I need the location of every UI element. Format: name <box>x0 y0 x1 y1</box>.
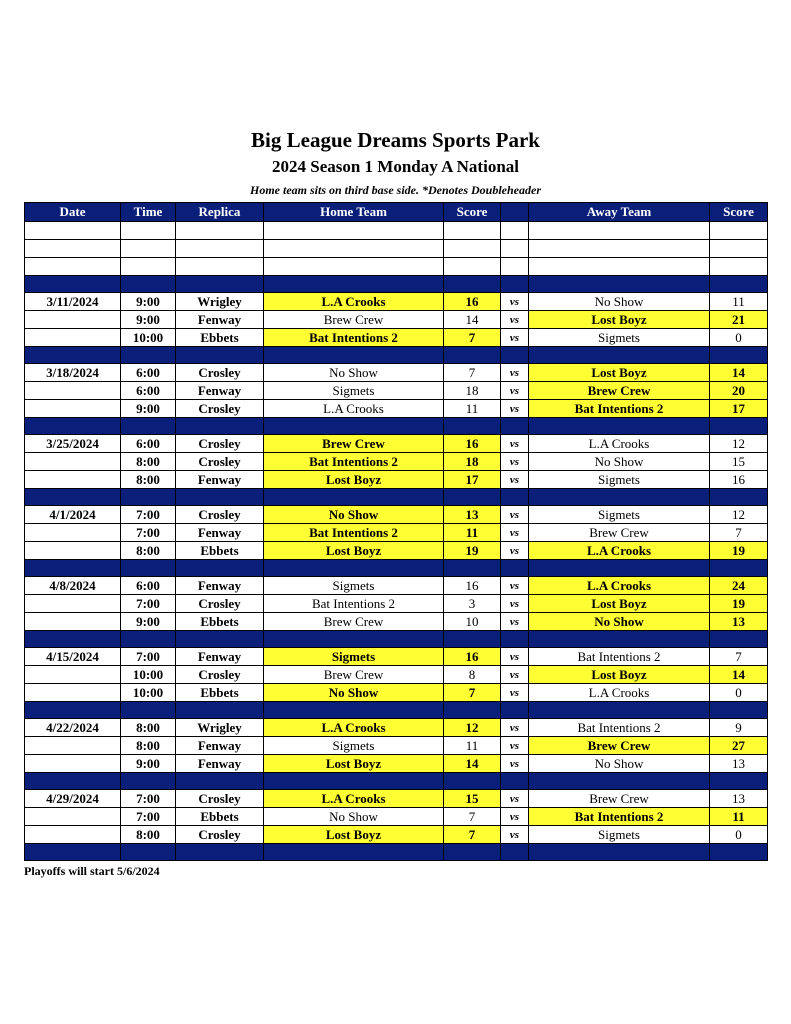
week-separator <box>25 347 768 364</box>
away-team: Bat Intentions 2 <box>529 808 710 826</box>
header-away-team: Away Team <box>529 203 710 222</box>
game-row <box>25 471 768 489</box>
table-header <box>25 203 768 222</box>
game-date-empty <box>25 826 121 844</box>
away-score: 20 <box>710 382 768 400</box>
away-score: 16 <box>710 471 768 489</box>
game-time: 7:00 <box>121 790 176 808</box>
home-team: Sigmets <box>264 737 444 755</box>
game-date-empty <box>25 311 121 329</box>
vs-label: vs <box>501 293 529 311</box>
game-time: 6:00 <box>121 435 176 453</box>
game-date-empty <box>25 542 121 560</box>
away-team: Bat Intentions 2 <box>529 400 710 418</box>
game-replica: Crosley <box>176 595 264 613</box>
game-date-empty <box>25 684 121 702</box>
game-replica: Crosley <box>176 666 264 684</box>
game-row <box>25 684 768 702</box>
vs-label: vs <box>501 648 529 666</box>
week-separator <box>25 489 768 506</box>
away-score: 17 <box>710 400 768 418</box>
game-date-empty <box>25 524 121 542</box>
week-separator <box>25 276 768 293</box>
game-time: 7:00 <box>121 524 176 542</box>
game-date-empty <box>25 595 121 613</box>
home-team: Brew Crew <box>264 311 444 329</box>
vs-label: vs <box>501 311 529 329</box>
game-row <box>25 755 768 773</box>
away-score: 11 <box>710 808 768 826</box>
home-score: 10 <box>444 613 501 631</box>
away-team: L.A Crooks <box>529 435 710 453</box>
home-score: 16 <box>444 577 501 595</box>
away-team: No Show <box>529 755 710 773</box>
game-date: 3/11/2024 <box>25 293 121 311</box>
header-date: Date <box>25 203 121 222</box>
playoffs-note: Playoffs will start 5/6/2024 <box>24 864 160 878</box>
game-row <box>25 826 768 844</box>
header-vs <box>501 203 529 222</box>
vs-label: vs <box>501 435 529 453</box>
vs-label: vs <box>501 719 529 737</box>
game-replica: Ebbets <box>176 808 264 826</box>
home-score: 16 <box>444 293 501 311</box>
home-score: 16 <box>444 435 501 453</box>
vs-label: vs <box>501 542 529 560</box>
vs-label: vs <box>501 400 529 418</box>
game-row <box>25 577 768 595</box>
home-score: 18 <box>444 382 501 400</box>
game-replica: Fenway <box>176 755 264 773</box>
game-time: 9:00 <box>121 755 176 773</box>
game-time: 8:00 <box>121 453 176 471</box>
away-score: 13 <box>710 790 768 808</box>
game-date-empty <box>25 382 121 400</box>
game-time: 10:00 <box>121 329 176 347</box>
vs-label: vs <box>501 666 529 684</box>
game-replica: Ebbets <box>176 613 264 631</box>
home-score: 18 <box>444 453 501 471</box>
game-time: 7:00 <box>121 595 176 613</box>
game-time: 9:00 <box>121 400 176 418</box>
vs-label: vs <box>501 790 529 808</box>
game-time: 7:00 <box>121 506 176 524</box>
away-team: L.A Crooks <box>529 684 710 702</box>
away-score: 14 <box>710 364 768 382</box>
game-row <box>25 666 768 684</box>
game-time: 8:00 <box>121 542 176 560</box>
game-date-empty <box>25 666 121 684</box>
game-date-empty <box>25 453 121 471</box>
home-team: L.A Crooks <box>264 400 444 418</box>
game-replica: Ebbets <box>176 542 264 560</box>
schedule-note: Home team sits on third base side. *Denotes Doubleheader <box>250 183 541 197</box>
header-replica: Replica <box>176 203 264 222</box>
game-replica: Fenway <box>176 471 264 489</box>
home-score: 7 <box>444 364 501 382</box>
game-row <box>25 719 768 737</box>
game-replica: Crosley <box>176 506 264 524</box>
home-score: 15 <box>444 790 501 808</box>
game-replica: Fenway <box>176 737 264 755</box>
home-team: L.A Crooks <box>264 293 444 311</box>
home-score: 11 <box>444 737 501 755</box>
home-score: 12 <box>444 719 501 737</box>
game-replica: Wrigley <box>176 719 264 737</box>
game-row <box>25 435 768 453</box>
game-replica: Fenway <box>176 382 264 400</box>
vs-label: vs <box>501 684 529 702</box>
game-time: 10:00 <box>121 666 176 684</box>
empty-row <box>25 240 768 258</box>
empty-row <box>25 258 768 276</box>
vs-label: vs <box>501 613 529 631</box>
away-team: Lost Boyz <box>529 364 710 382</box>
home-team: L.A Crooks <box>264 719 444 737</box>
game-date-empty <box>25 755 121 773</box>
away-team: Brew Crew <box>529 524 710 542</box>
away-score: 11 <box>710 293 768 311</box>
vs-label: vs <box>501 755 529 773</box>
game-replica: Crosley <box>176 826 264 844</box>
away-score: 24 <box>710 577 768 595</box>
home-team: L.A Crooks <box>264 790 444 808</box>
away-score: 12 <box>710 435 768 453</box>
header-away-score: Score <box>710 203 768 222</box>
away-team: No Show <box>529 293 710 311</box>
game-date: 4/1/2024 <box>25 506 121 524</box>
away-team: Sigmets <box>529 329 710 347</box>
game-time: 8:00 <box>121 471 176 489</box>
game-time: 8:00 <box>121 826 176 844</box>
home-team: Sigmets <box>264 648 444 666</box>
game-date-empty <box>25 808 121 826</box>
game-replica: Crosley <box>176 364 264 382</box>
game-row <box>25 595 768 613</box>
away-score: 19 <box>710 595 768 613</box>
game-row <box>25 790 768 808</box>
away-score: 12 <box>710 506 768 524</box>
week-separator <box>25 631 768 648</box>
game-replica: Crosley <box>176 435 264 453</box>
vs-label: vs <box>501 506 529 524</box>
home-team: Sigmets <box>264 577 444 595</box>
vs-label: vs <box>501 471 529 489</box>
game-replica: Ebbets <box>176 329 264 347</box>
home-team: Lost Boyz <box>264 471 444 489</box>
schedule-table <box>24 202 768 861</box>
game-time: 7:00 <box>121 808 176 826</box>
away-team: No Show <box>529 613 710 631</box>
game-row <box>25 382 768 400</box>
away-team: Bat Intentions 2 <box>529 719 710 737</box>
home-score: 3 <box>444 595 501 613</box>
home-score: 14 <box>444 755 501 773</box>
game-replica: Fenway <box>176 524 264 542</box>
home-team: Lost Boyz <box>264 755 444 773</box>
header-home-score: Score <box>444 203 501 222</box>
away-team: Lost Boyz <box>529 595 710 613</box>
week-separator <box>25 702 768 719</box>
game-row <box>25 808 768 826</box>
header-home-team: Home Team <box>264 203 444 222</box>
game-date-empty <box>25 613 121 631</box>
home-score: 7 <box>444 329 501 347</box>
game-row <box>25 311 768 329</box>
away-score: 7 <box>710 648 768 666</box>
home-team: Brew Crew <box>264 435 444 453</box>
week-separator <box>25 418 768 435</box>
game-row <box>25 542 768 560</box>
game-replica: Fenway <box>176 577 264 595</box>
empty-row <box>25 222 768 240</box>
game-time: 8:00 <box>121 737 176 755</box>
away-score: 0 <box>710 329 768 347</box>
away-score: 0 <box>710 826 768 844</box>
home-score: 11 <box>444 400 501 418</box>
game-replica: Crosley <box>176 790 264 808</box>
away-team: Lost Boyz <box>529 311 710 329</box>
game-row <box>25 453 768 471</box>
home-team: No Show <box>264 808 444 826</box>
game-date: 3/25/2024 <box>25 435 121 453</box>
game-replica: Crosley <box>176 453 264 471</box>
away-score: 19 <box>710 542 768 560</box>
home-score: 7 <box>444 826 501 844</box>
vs-label: vs <box>501 808 529 826</box>
home-team: Bat Intentions 2 <box>264 595 444 613</box>
game-date: 3/18/2024 <box>25 364 121 382</box>
home-team: Brew Crew <box>264 613 444 631</box>
home-team: No Show <box>264 364 444 382</box>
vs-label: vs <box>501 577 529 595</box>
home-team: Sigmets <box>264 382 444 400</box>
vs-label: vs <box>501 453 529 471</box>
week-separator <box>25 844 768 861</box>
game-row <box>25 329 768 347</box>
away-team: No Show <box>529 453 710 471</box>
away-team: Sigmets <box>529 471 710 489</box>
away-score: 0 <box>710 684 768 702</box>
game-time: 9:00 <box>121 293 176 311</box>
home-team: Bat Intentions 2 <box>264 329 444 347</box>
game-time: 6:00 <box>121 364 176 382</box>
home-score: 14 <box>444 311 501 329</box>
away-team: L.A Crooks <box>529 577 710 595</box>
home-score: 11 <box>444 524 501 542</box>
home-score: 16 <box>444 648 501 666</box>
game-time: 6:00 <box>121 577 176 595</box>
vs-label: vs <box>501 382 529 400</box>
away-team: Sigmets <box>529 506 710 524</box>
away-score: 14 <box>710 666 768 684</box>
header-time: Time <box>121 203 176 222</box>
home-team: Lost Boyz <box>264 826 444 844</box>
vs-label: vs <box>501 737 529 755</box>
away-score: 21 <box>710 311 768 329</box>
home-team: No Show <box>264 506 444 524</box>
away-score: 7 <box>710 524 768 542</box>
game-time: 9:00 <box>121 613 176 631</box>
away-score: 13 <box>710 755 768 773</box>
vs-label: vs <box>501 329 529 347</box>
away-score: 13 <box>710 613 768 631</box>
away-team: Lost Boyz <box>529 666 710 684</box>
game-date-empty <box>25 329 121 347</box>
away-team: L.A Crooks <box>529 542 710 560</box>
page-title: Big League Dreams Sports Park <box>251 128 540 152</box>
week-separator <box>25 773 768 790</box>
game-date-empty <box>25 737 121 755</box>
game-replica: Fenway <box>176 648 264 666</box>
vs-label: vs <box>501 826 529 844</box>
home-team: Bat Intentions 2 <box>264 453 444 471</box>
game-replica: Crosley <box>176 400 264 418</box>
home-score: 7 <box>444 808 501 826</box>
game-time: 8:00 <box>121 719 176 737</box>
game-row <box>25 293 768 311</box>
away-team: Sigmets <box>529 826 710 844</box>
game-date-empty <box>25 400 121 418</box>
vs-label: vs <box>501 364 529 382</box>
game-date: 4/15/2024 <box>25 648 121 666</box>
game-row <box>25 648 768 666</box>
game-date: 4/29/2024 <box>25 790 121 808</box>
game-row <box>25 364 768 382</box>
away-score: 9 <box>710 719 768 737</box>
home-team: No Show <box>264 684 444 702</box>
home-score: 17 <box>444 471 501 489</box>
vs-label: vs <box>501 595 529 613</box>
season-subtitle: 2024 Season 1 Monday A National <box>271 157 519 176</box>
away-score: 15 <box>710 453 768 471</box>
home-score: 7 <box>444 684 501 702</box>
table-body <box>25 222 768 861</box>
home-score: 8 <box>444 666 501 684</box>
game-row <box>25 524 768 542</box>
game-replica: Ebbets <box>176 684 264 702</box>
home-team: Bat Intentions 2 <box>264 524 444 542</box>
week-separator <box>25 560 768 577</box>
game-row <box>25 506 768 524</box>
vs-label: vs <box>501 524 529 542</box>
game-time: 6:00 <box>121 382 176 400</box>
away-team: Brew Crew <box>529 382 710 400</box>
game-time: 10:00 <box>121 684 176 702</box>
home-score: 19 <box>444 542 501 560</box>
game-replica: Wrigley <box>176 293 264 311</box>
away-team: Bat Intentions 2 <box>529 648 710 666</box>
game-row <box>25 613 768 631</box>
game-time: 9:00 <box>121 311 176 329</box>
game-replica: Fenway <box>176 311 264 329</box>
away-team: Brew Crew <box>529 737 710 755</box>
game-row <box>25 737 768 755</box>
game-row <box>25 400 768 418</box>
game-time: 7:00 <box>121 648 176 666</box>
home-score: 13 <box>444 506 501 524</box>
away-score: 27 <box>710 737 768 755</box>
home-team: Brew Crew <box>264 666 444 684</box>
away-team: Brew Crew <box>529 790 710 808</box>
game-date: 4/22/2024 <box>25 719 121 737</box>
home-team: Lost Boyz <box>264 542 444 560</box>
game-date-empty <box>25 471 121 489</box>
game-date: 4/8/2024 <box>25 577 121 595</box>
